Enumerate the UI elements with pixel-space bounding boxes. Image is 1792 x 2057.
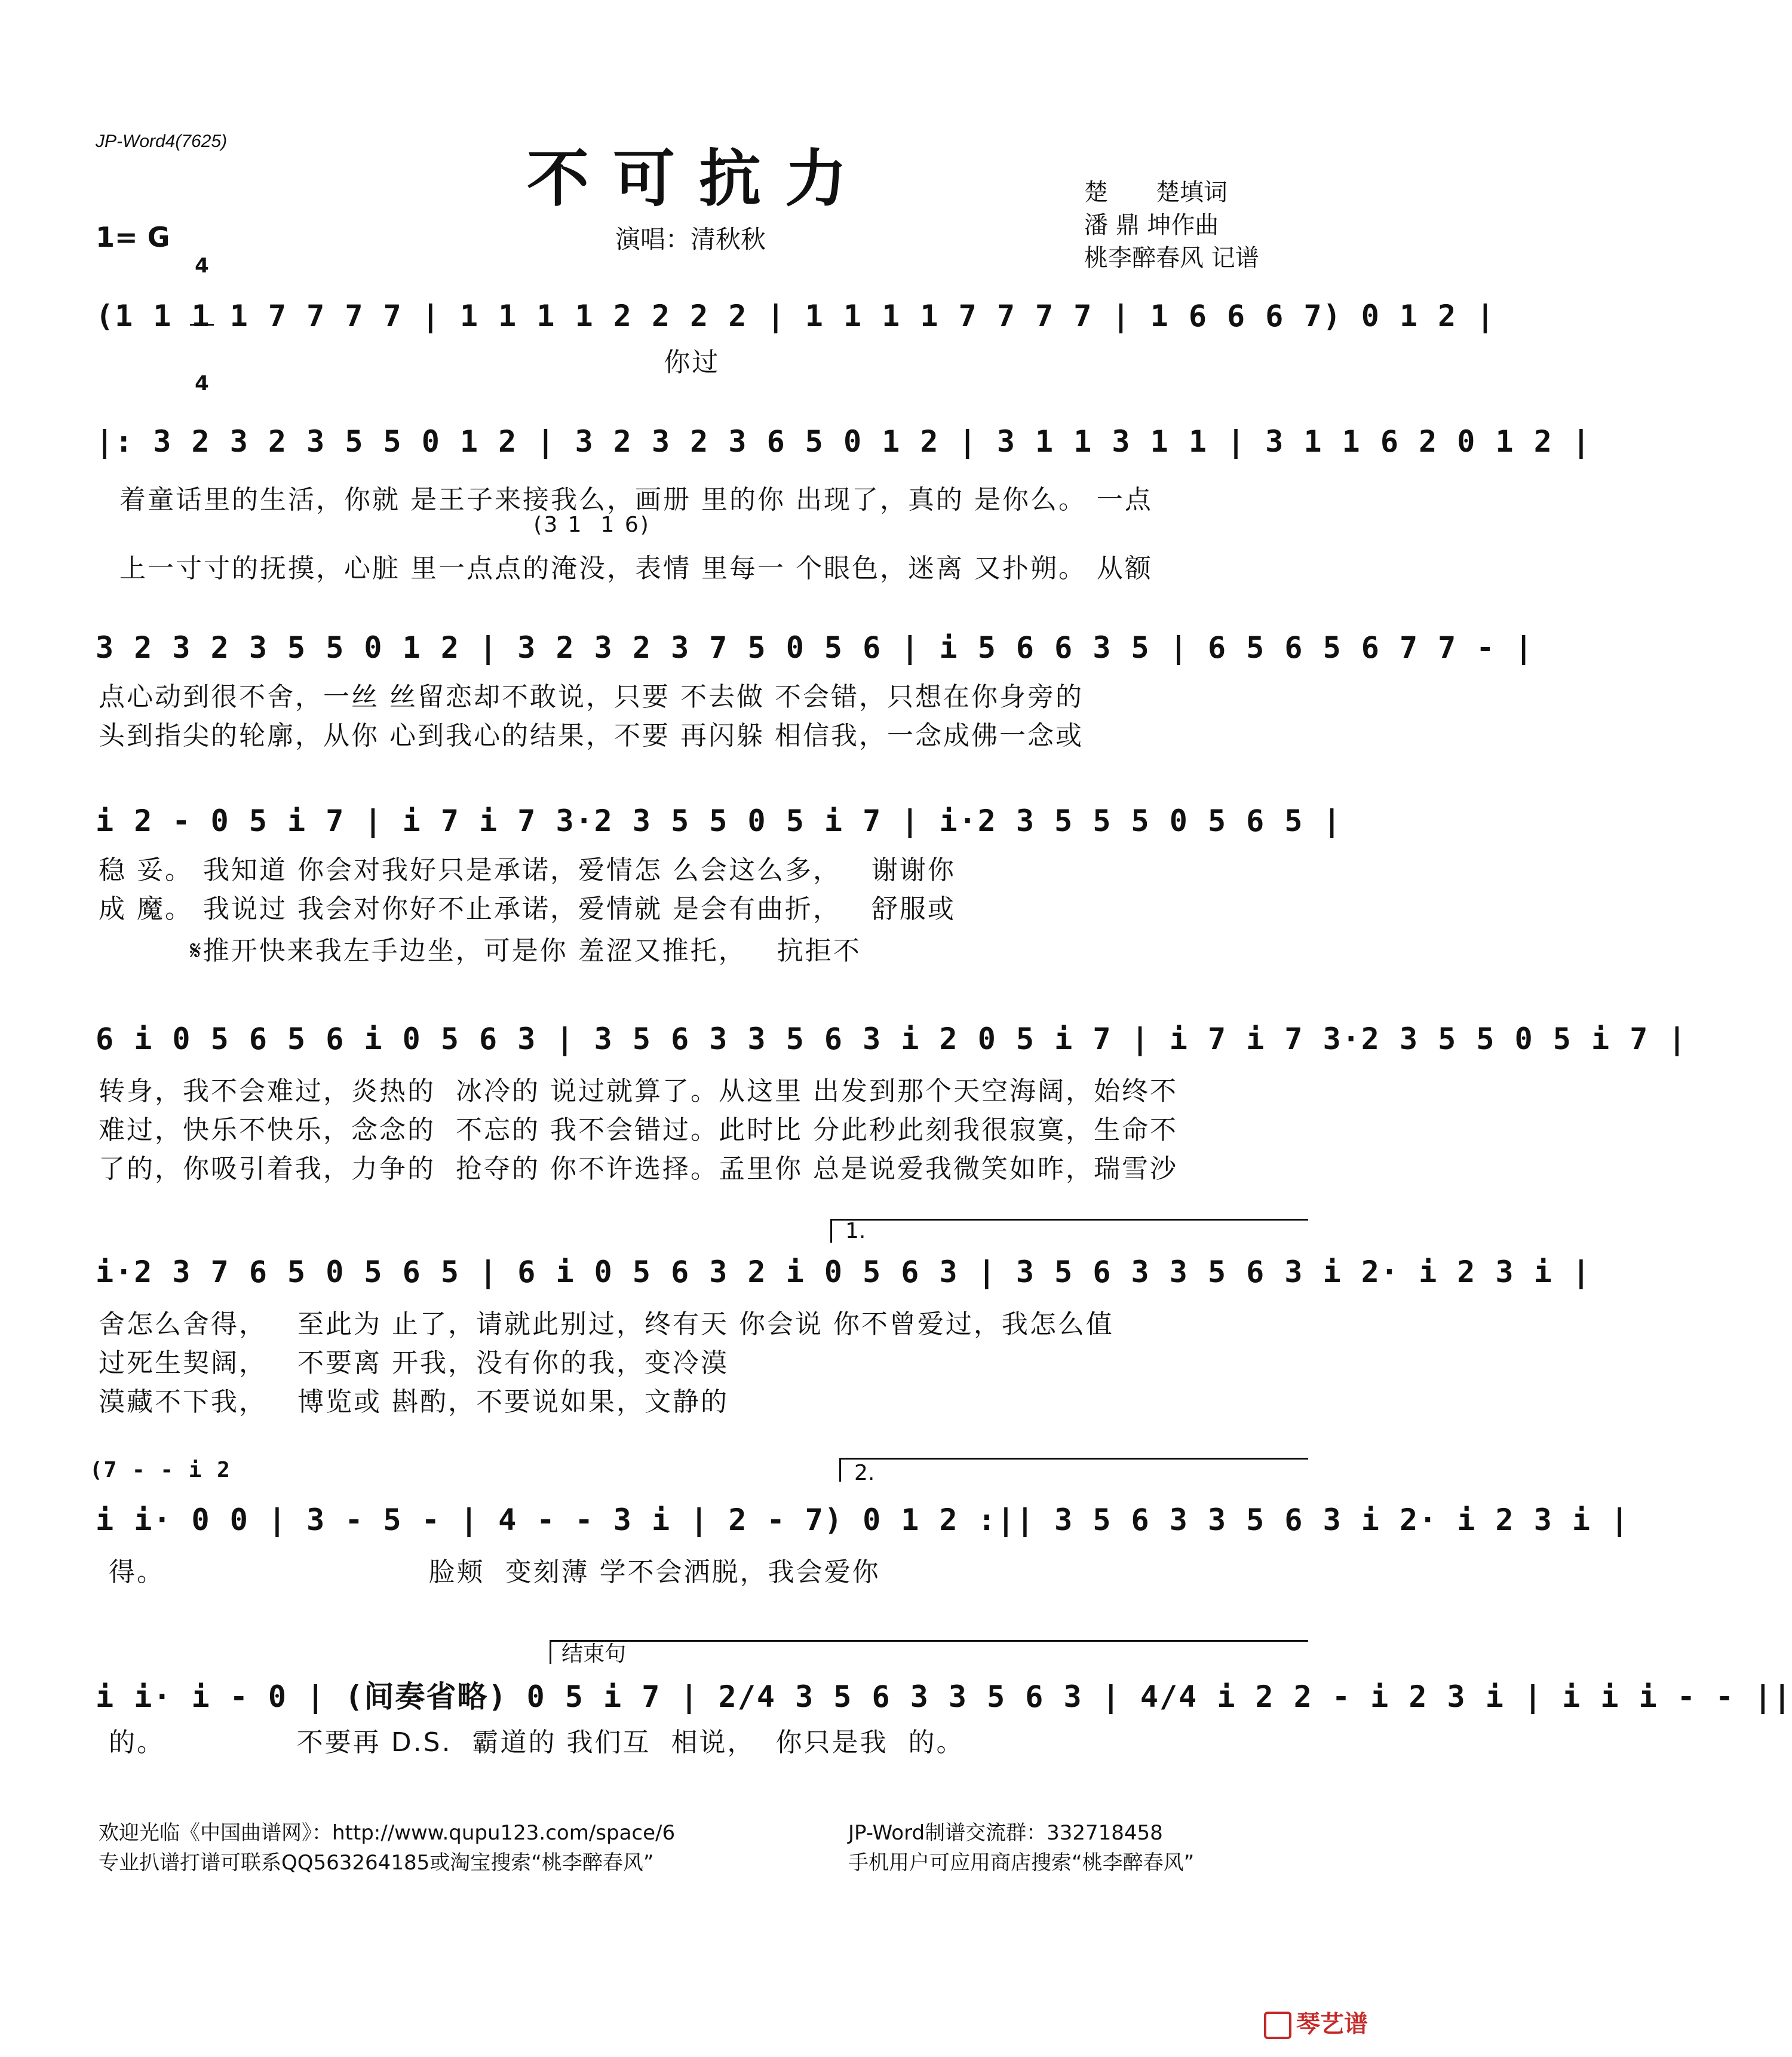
key-signature: 1= G xyxy=(96,221,170,253)
lyricist-credit: 楚 楚填词 xyxy=(1084,179,1228,206)
notation-line-3: 3 2 3 2 3 5 5 0 1 2 | 3 2 3 2 3 7 5 0 5 6 | i 5 6 6 3 5 | 6 5 6 5 6 7 7 - | xyxy=(96,630,1534,665)
ending-label-2: 2. xyxy=(854,1461,875,1485)
notation-line-1: (1 1 1 1 7 7 7 7 | 1 1 1 1 2 2 2 2 | 1 1 1 1 7 7 7 7 | 1 6 6 6 7) 0 1 2 | xyxy=(96,299,1496,333)
lyric-line-6c: 漠藏不下我， 博览或 斟酌，不要说如果，文静的 xyxy=(99,1387,729,1417)
footer-contact: 专业扒谱打谱可联系QQ563264185或淘宝搜索“桃李醉春风” xyxy=(99,1851,654,1875)
lyric-line-5c: 了的，你吸引着我，力争的 抢夺的 你不许选择。孟里你 总是说爱我微笑如昨，瑞雪沙 xyxy=(99,1154,1178,1184)
composer-credit: 潘 鼎 坤作曲 xyxy=(1084,211,1219,239)
watermark-text: 琴艺谱 xyxy=(1296,2010,1368,2038)
lyric-line-8a: 的。 不要再 D.S. 霸道的 我们互 相说， 你只是我 的。 xyxy=(99,1727,965,1758)
watermark xyxy=(1247,1978,1368,2039)
notation-line-6: i·2 3 7 6 5 0 5 6 5 | 6 i 0 5 6 3 2 i 0 5 6 3 | 3 5 6 3 3 5 6 3 i 2· i 2 3 i | xyxy=(96,1255,1591,1289)
lyric-line-2a: 着童话里的生活，你就 是王子来接我么，画册 里的你 出现了，真的 是你么。 一点 xyxy=(119,485,1153,515)
piano-icon xyxy=(1264,2012,1291,2039)
coda-label: 结束句 xyxy=(561,1642,627,1666)
footer-group: JP-Word制谱交流群：332718458 xyxy=(848,1821,1163,1845)
software-label: JP-Word4(7625) xyxy=(96,131,228,151)
lyric-line-6a: 舍怎么舍得， 至此为 止了，请就此别过，终有天 你会说 你不曾爱过，我怎么值 xyxy=(99,1309,1114,1339)
ending-bracket-2 xyxy=(839,1458,1308,1460)
alternate-notes: (7 - - i 2 xyxy=(90,1458,231,1482)
transcriber-credit: 桃李醉春风 记谱 xyxy=(1084,244,1259,272)
footer-website: 欢迎光临《中国曲谱网》：http://www.qupu123.com/space/6 xyxy=(99,1821,676,1845)
lyric-line-7a: 得。 脸颊 变刻薄 学不会洒脱，我会爱你 xyxy=(99,1557,880,1587)
meter-bottom: 4 xyxy=(195,372,209,396)
lyric-line-4a: 稳 妥。 我知道 你会对我好只是承诺，爱情怎 么会这么多， 谢谢你 xyxy=(99,855,956,885)
notation-line-5: 6 i 0 5 6 5 6 i 0 5 6 3 | 3 5 6 3 3 5 6 3 i 2 0 5 i 7 | i 7 i 7 3·2 3 5 5 0 5 i 7 | xyxy=(96,1022,1687,1056)
coda-bracket xyxy=(550,1640,1308,1642)
lyric-line-5a: 转身，我不会难过，炎热的 冰冷的 说过就算了。从这里 出发到那个天空海阔，始终不 xyxy=(99,1076,1178,1106)
lyric-line-3a: 点心动到很不舍，一丝 丝留恋却不敢说，只要 不去做 不会错，只想在你身旁的 xyxy=(99,682,1084,712)
ending-bracket-1 xyxy=(830,1219,1308,1221)
lyric-line-5b: 难过，快乐不快乐，念念的 不忘的 我不会错过。此时比 分此秒此刻我很寂寞，生命不 xyxy=(99,1115,1178,1145)
lyric-line-6b: 过死生契阔， 不要离 开我，没有你的我，变冷漠 xyxy=(99,1348,729,1378)
ending-label-1: 1. xyxy=(845,1219,866,1243)
notation-line-4: i 2 - 0 5 i 7 | i 7 i 7 3·2 3 5 5 0 5 i 7 | i·2 3 5 5 5 0 5 6 5 | xyxy=(96,804,1342,838)
lyric-line-4b: 成 魔。 我说过 我会对你好不止承诺，爱情就 是会有曲折， 舒服或 xyxy=(99,894,956,924)
lyric-line-4c: 𝄋推开快来我左手边坐，可是你 羞涩又推托， 抗拒不 xyxy=(99,936,861,966)
lyric-line-1a: 你过 xyxy=(96,347,720,378)
meter-top: 4 xyxy=(195,254,209,278)
footer-app-search: 手机用户可应用商店搜索“桃李醉春风” xyxy=(848,1851,1195,1875)
singer-credit: 演唱：清秋秋 xyxy=(615,225,766,254)
notation-line-8: i i· i - 0 | (间奏省略) 0 5 i 7 | 2/4 3 5 6 3 3 5 6 3 | 4/4 i 2 2 - i 2 3 i | i i i - - || xyxy=(96,1679,1792,1714)
lyric-line-2c: 上一寸寸的抚摸，心脏 里一点点的淹没，表情 里每一 个眼色，迷离 又扑朔。 从额 xyxy=(119,553,1153,584)
notation-line-7: i i· 0 0 | 3 - 5 - | 4 - - 3 i | 2 - 7) 0 1 2 :|| 3 5 6 3 3 5 6 3 i 2· i 2 3 i | xyxy=(96,1503,1630,1537)
lyric-line-2b: (3 1 1 6) xyxy=(119,513,650,537)
page-title: 不可抗力 xyxy=(526,142,871,215)
lyric-line-3b: 头到指尖的轮廓，从你 心到我心的结果，不要 再闪躲 相信我，一念成佛一念或 xyxy=(99,721,1084,751)
notation-line-2: |: 3 2 3 2 3 5 5 0 1 2 | 3 2 3 2 3 6 5 0 1 2 | 3 1 1 3 1 1 | 3 1 1 6 2 0 1 2 | xyxy=(96,424,1591,459)
